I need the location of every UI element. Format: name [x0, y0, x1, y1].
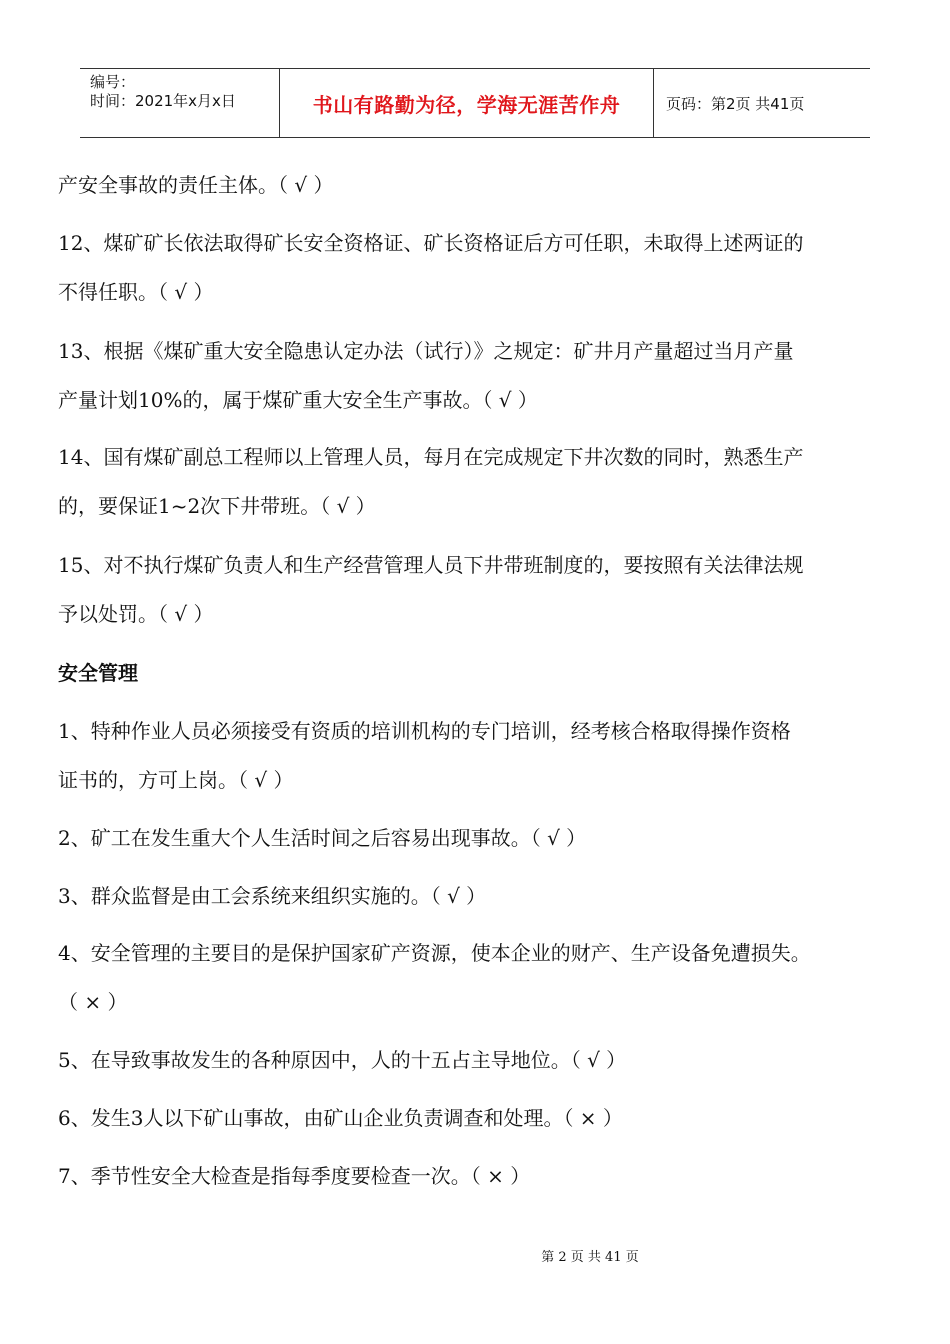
text-line: 证书的，方可上岗。（ √ ）: [58, 768, 294, 792]
page-footer: [0, 1246, 950, 1265]
number-label: 编号：: [90, 73, 136, 91]
text-line: 予以处罚。（ √ ）: [58, 602, 214, 626]
date-label: 时间：2021年x月x日: [90, 92, 236, 110]
text-line: 产量计划10%的，属于煤矿重大安全生产事故。（ √ ）: [58, 388, 538, 412]
text-line: 不得任职。（ √ ）: [58, 280, 214, 304]
header-meta: [80, 69, 280, 137]
text-line: 的，要保证1~2次下井带班。（ √ ）: [58, 494, 376, 518]
header-motto-cell: [280, 69, 654, 137]
text-line: 2、矿工在发生重大个人生活时间之后容易出现事故。（ √ ）: [58, 826, 587, 850]
text-line: 15、对不执行煤矿负责人和生产经营管理人员下井带班制度的，要按照有关法律法规: [58, 553, 804, 577]
footer-page-number: 第 2 页 共 41 页: [541, 1250, 639, 1265]
text-line: 产安全事故的责任主体。（ √ ）: [58, 173, 334, 197]
header-page-info: 页码：第2页 共41页: [666, 94, 805, 113]
text-line: 12、煤矿矿长依法取得矿长安全资格证、矿长资格证后方可任职，未取得上述两证的: [58, 231, 804, 255]
text-line: 6、发生3人以下矿山事故，由矿山企业负责调查和处理。（ × ）: [58, 1106, 623, 1130]
text-line: 3、群众监督是由工会系统来组织实施的。（ √ ）: [58, 884, 487, 908]
text-line: 1、特种作业人员必须接受有资质的培训机构的专门培训，经考核合格取得操作资格: [58, 719, 791, 743]
text-line: 14、国有煤矿副总工程师以上管理人员，每月在完成规定下井次数的同时，熟悉生产: [58, 445, 804, 469]
text-line: 13、根据《煤矿重大安全隐患认定办法（试行）》之规定：矿井月产量超过当月产量: [58, 339, 794, 363]
document-header: [80, 68, 870, 138]
text-line: 5、在导致事故发生的各种原因中，人的十五占主导地位。（ √ ）: [58, 1048, 627, 1072]
text-line: 7、季节性安全大检查是指每季度要检查一次。（ × ）: [58, 1164, 531, 1188]
text-line: （ × ）: [58, 990, 128, 1014]
section-title: 安全管理: [58, 661, 138, 685]
header-motto: 书山有路勤为径，学海无涯苦作舟: [312, 92, 621, 117]
text-line: 4、安全管理的主要目的是保护国家矿产资源，使本企业的财产、生产设备免遭损失。: [58, 941, 811, 965]
